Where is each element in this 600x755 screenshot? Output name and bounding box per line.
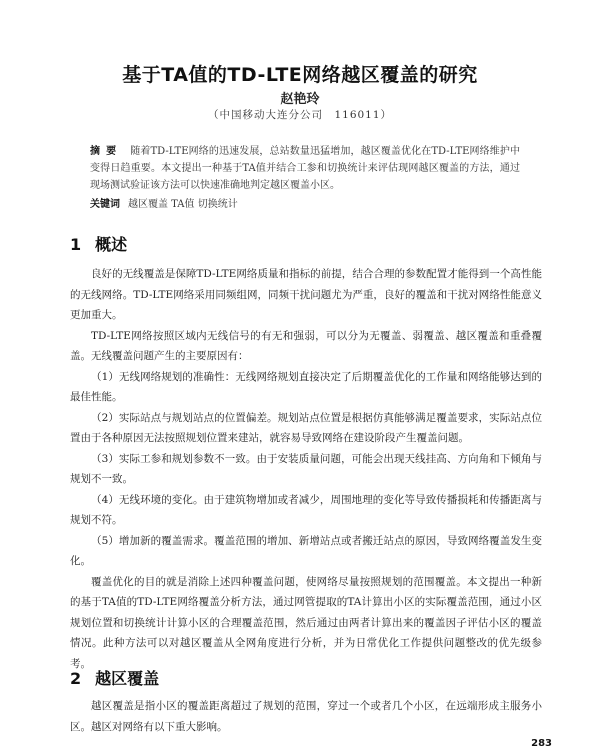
section-heading-2 xyxy=(70,666,159,689)
keywords-label: 关键词 xyxy=(90,199,120,210)
paragraph: （3）实际工参和规划参数不一致。由于安装质量问题，可能会出现天线挂高、方向角和下倾角与规划不一致。 xyxy=(70,452,542,485)
section-title: 概述 xyxy=(95,235,128,254)
section-heading-1 xyxy=(70,232,127,255)
paper-title: 基于TA值的TD-LTE网络越区覆盖的研究 xyxy=(122,64,478,86)
paragraph: 覆盖优化的目的就是消除上述四种覆盖问题，使网络尽量按照规划的范围覆盖。本文提出一种新的基于TA值的TD-LTE网络覆盖分析方法，通过网管提取的TA计算出小区的实际覆盖范围，通过小区规划位置和切换统计计算小区的合理覆盖范围，然后通过由两者计算出来的覆盖因子评估小区的覆盖情况。此种方法可以对越区覆盖从全网角度进行分析，并为日常优化工作提供问题整改的优先级参考。 xyxy=(70,575,542,670)
keywords-text: 越区覆盖 TA值 切换统计 xyxy=(128,199,238,210)
page-number: 283 xyxy=(531,738,552,749)
abstract-label: 摘要 xyxy=(90,146,123,157)
keywords xyxy=(90,196,520,213)
abstract xyxy=(90,143,520,194)
section-body-2 xyxy=(70,696,542,737)
section-number: 2 xyxy=(70,669,82,688)
paragraph: （2）实际站点与规划站点的位置偏差。规划站点位置是根据仿真能够满足覆盖要求，实际站点位置由于各种原因无法按照规划位置来建站，就容易导致网络在建设阶段产生覆盖问题。 xyxy=(70,411,542,444)
paragraph: （4）无线环境的变化。由于建筑物增加或者减少，周围地理的变化等导致传播损耗和传播距离与规划不符。 xyxy=(70,493,542,526)
paragraph: 越区覆盖是指小区的覆盖距离超过了规划的范围，穿过一个或者几个小区，在远端形成主服务小区。越区对网络有以下重大影响。 xyxy=(70,700,542,733)
paragraph: TD-LTE网络按照区域内无线信号的有无和强弱，可以分为无覆盖、弱覆盖、越区覆盖和重叠覆盖。无线覆盖问题产生的主要原因有： xyxy=(70,329,542,362)
paragraph: （5）增加新的覆盖需求。覆盖范围的增加、新增站点或者搬迁站点的原因，导致网络覆盖发生变化。 xyxy=(70,534,542,567)
section-number: 1 xyxy=(70,235,82,254)
section-body-1 xyxy=(70,264,542,674)
abstract-text: 随着TD-LTE网络的迅速发展，总站数量迅猛增加，越区覆盖优化在TD-LTE网络维护中变得日趋重要。本文提出一种基于TA值并结合工参和切换统计来评估现网越区覆盖的方法，通过现场测试验证该方法可以快速准确地判定越区覆盖小区。 xyxy=(90,146,521,191)
paper-author: 赵艳玲 xyxy=(280,92,320,107)
paper-affiliation: （中国移动大连分公司 116011） xyxy=(207,109,393,121)
section-title: 越区覆盖 xyxy=(95,669,160,688)
paragraph: （1）无线网络规划的准确性：无线网络规划直接决定了后期覆盖优化的工作量和网络能够达到的最佳性能。 xyxy=(70,370,542,403)
paragraph: 良好的无线覆盖是保障TD-LTE网络质量和指标的前提，结合合理的参数配置才能得到一个高性能的无线网络。TD-LTE网络采用同频组网，同频干扰问题尤为严重，良好的覆盖和干扰对网络性能意义更加重大。 xyxy=(70,268,542,321)
